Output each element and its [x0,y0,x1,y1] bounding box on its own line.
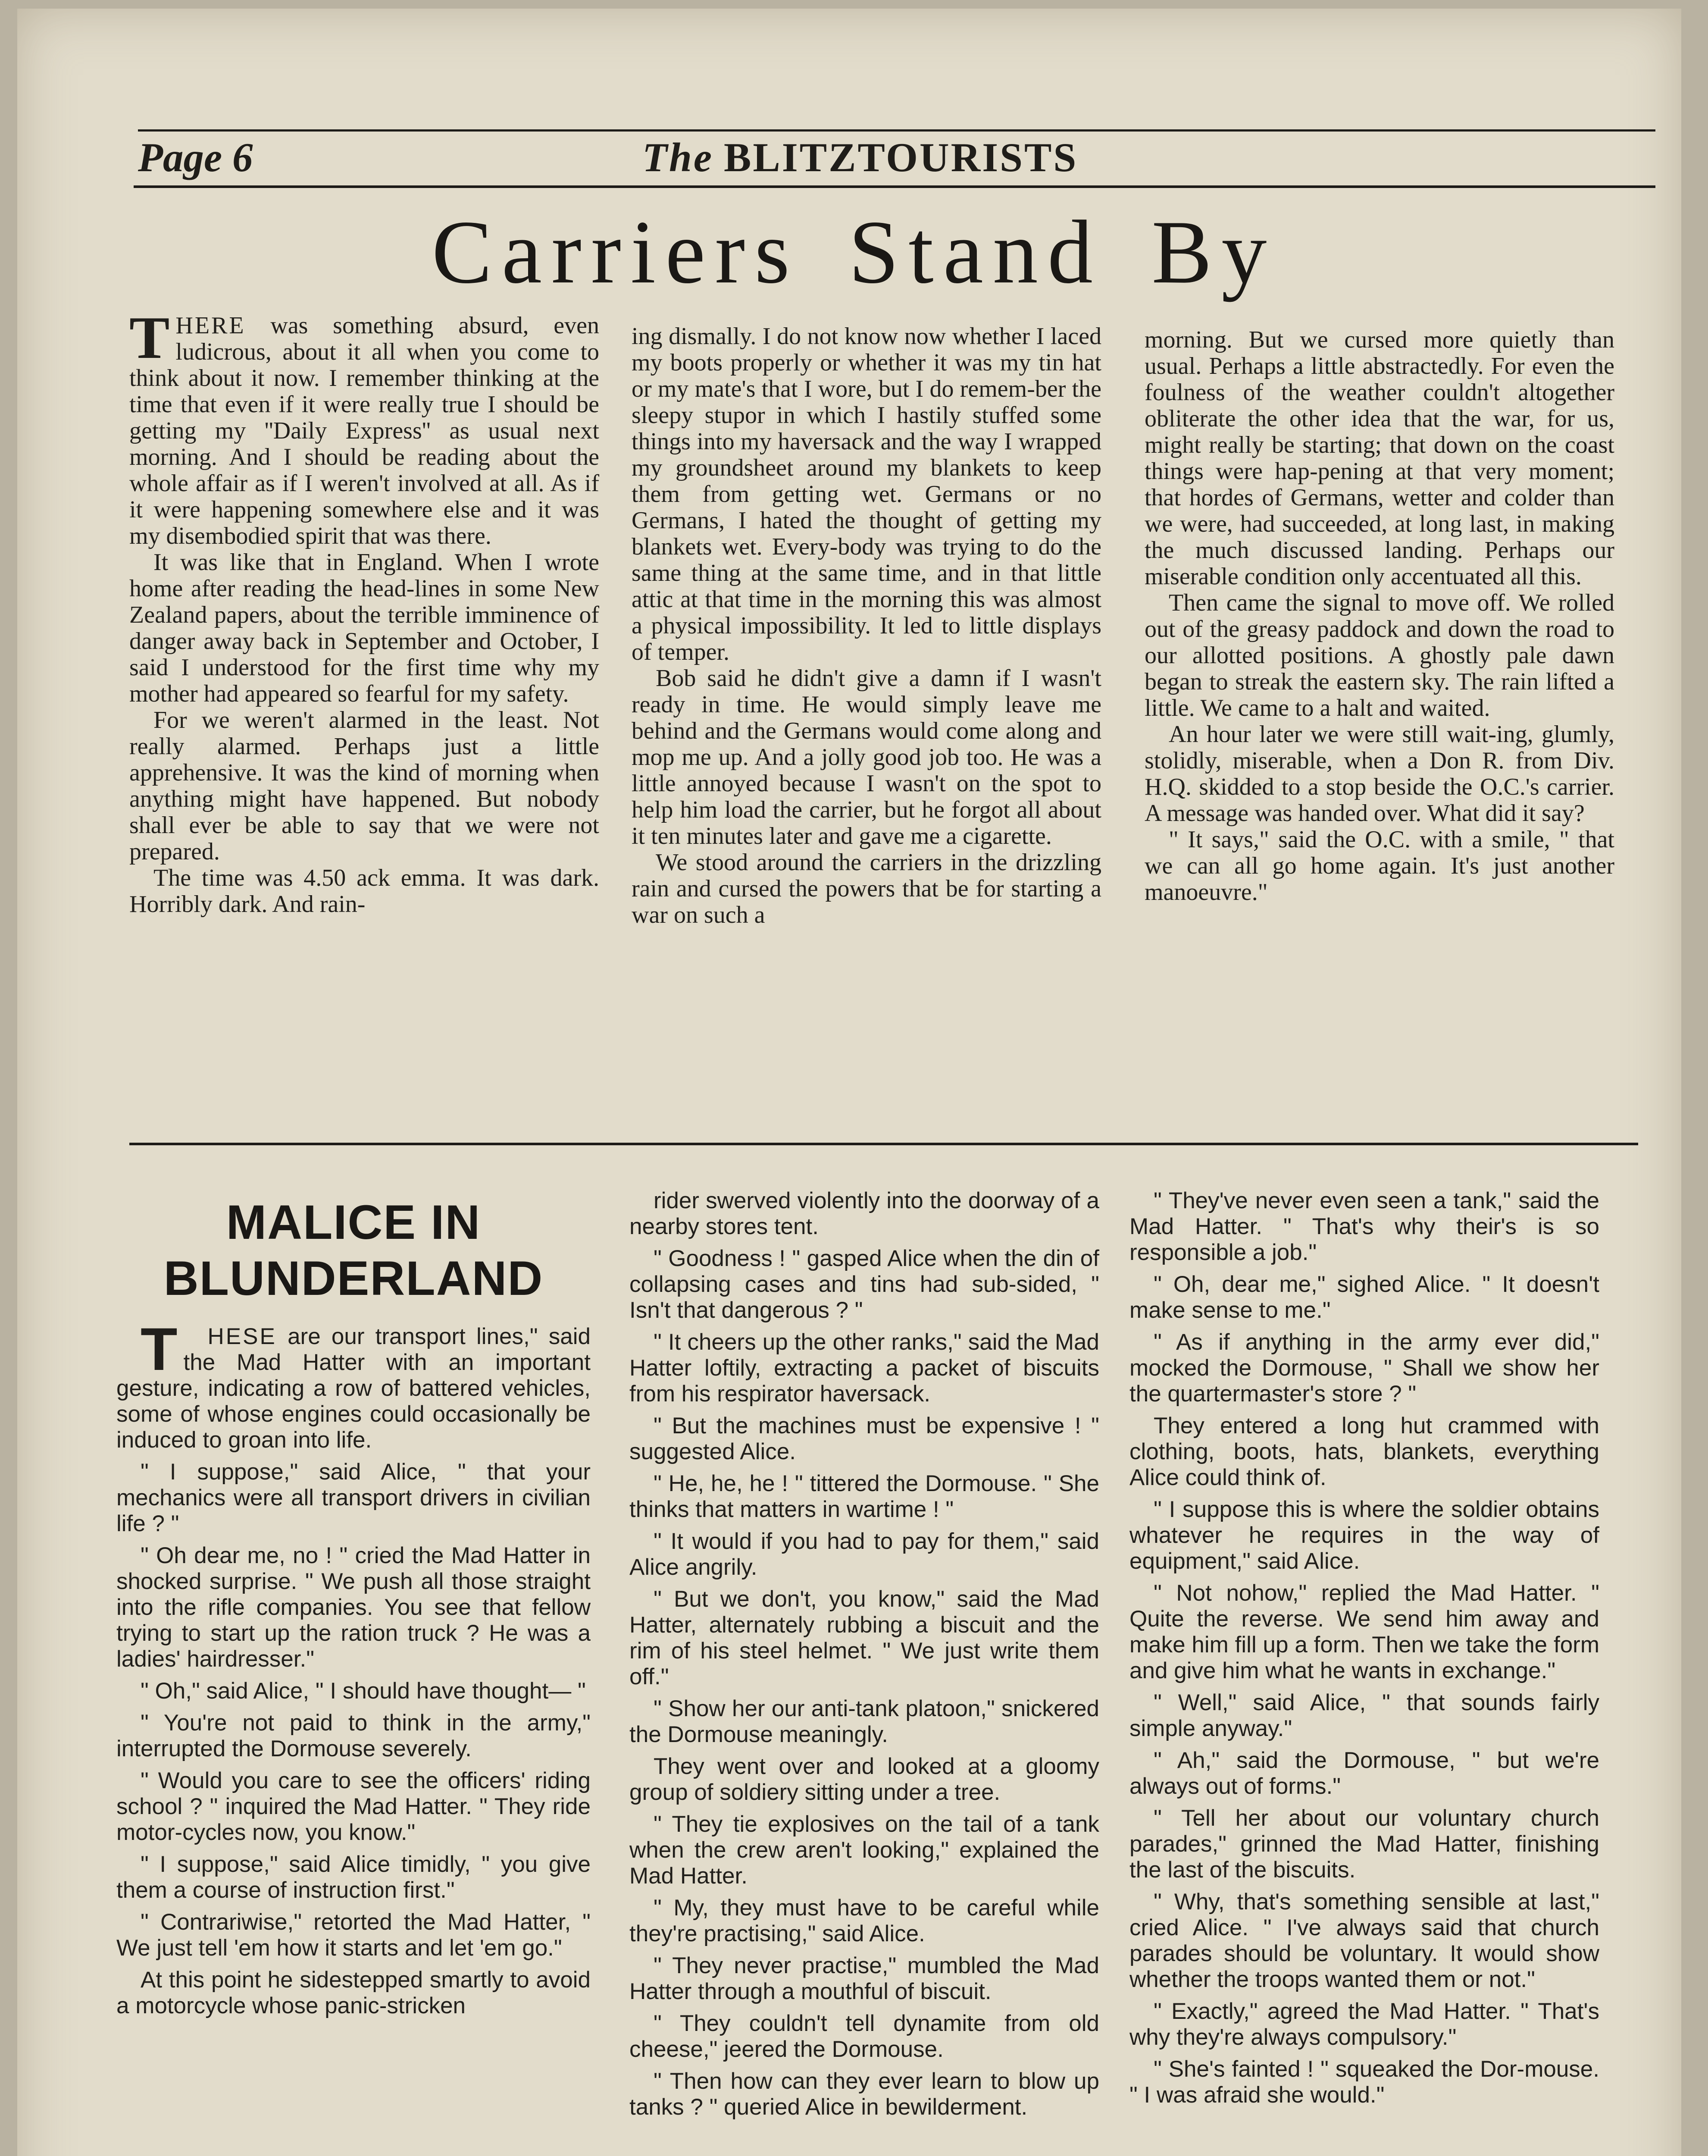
carriers-para: An hour later we were still wait-ing, glumly, stolidly, miserable, when a Don R. from Div. H.Q. skidded to a stop beside the O.C.'s carrier. A message was handed over. What did it say? [1145,721,1614,827]
malice-para: " Well," said Alice, " that sounds fairly simple anyway." [1129,1690,1599,1741]
carriers-para: The time was 4.50 ack emma. It was dark. Horribly dark. And rain- [129,865,599,918]
malice-para: " You're not paid to think in the army," interrupted the Dormouse severely. [116,1710,591,1761]
malice-para: " I suppose this is where the soldier obtains whatever he requires in the way of equipment," said Alice. [1129,1497,1599,1574]
carriers-column-1 [129,304,599,918]
malice-para: " They never practise," mumbled the Mad Hatter through a mouthful of biscuit. [629,1953,1099,2004]
malice-para: " They've never even seen a tank," said the Mad Hatter. " That's why their's is so responsible a job." [1129,1188,1599,1265]
malice-para: At this point he sidestepped smartly to avoid a motorcycle whose panic-stricken [116,1967,591,2018]
malice-para: " Oh, dear me," sighed Alice. " It doesn't make sense to me." [1129,1272,1599,1323]
malice-para: " Oh," said Alice, " I should have thought— " [141,1678,586,1704]
carriers-para [129,304,599,549]
malice-para: " They tie explosives on the tail of a tank when the crew aren't looking," explained the Mad Hatter. [629,1811,1099,1889]
malice-para: " But the machines must be expensive ! " suggested Alice. [629,1413,1099,1464]
malice-title-line-1: MALICE IN [226,1195,481,1249]
malice-para: " It cheers up the other ranks," said the Mad Hatter loftily, extracting a packet of biscuits from his respirator haversack. [629,1329,1099,1407]
masthead-name: BLITZTOURISTS [724,135,1078,180]
carriers-para: Bob said he didn't give a damn if I wasn't ready in time. He would simply leave me behind and the Germans would come along and mop me up. And a jolly good job too. He was a little annoyed because I wasn't on the spot to help him load the carrier, but he forgot all about it ten minutes later and gave me a cigarette. [632,665,1101,849]
malice-para [116,1315,591,1453]
carriers-column-2 [632,323,1101,928]
malice-para: " She's fainted ! " squeaked the Dor-mouse. " I was afraid she would." [1129,2056,1599,2108]
malice-para: " I suppose," said Alice timidly, " you give them a course of instruction first." [116,1852,591,1903]
carriers-para: " It says," said the O.C. with a smile, " that we can all go home again. It's just another manoeuvre." [1145,826,1614,906]
lead-word: HESE [207,1324,277,1349]
malice-para: " But we don't, you know," said the Mad Hatter, alternately rubbing a biscuit and the rim of his steel helmet. " We just write them off." [629,1586,1099,1689]
carriers-para: morning. But we cursed more quietly than usual. Perhaps a little abstractedly. For even the foulness of the weather couldn't altogether obliterate the other idea that the war, for us, might really be starting; that down on the coast things were hap-pening at that very moment; that hordes of Germans, wetter and colder than we were, had succeeded, at long last, in making the much discussed landing. Perhaps our miserable condition only accentuated all this. [1145,326,1614,590]
malice-para: " Then how can they ever learn to blow up tanks ? " queried Alice in bewilderment. [629,2068,1099,2120]
malice-para: " They couldn't tell dynamite from old cheese," jeered the Dormouse. [629,2011,1099,2062]
malice-para: " Contrariwise," retorted the Mad Hatter, " We just tell 'em how it starts and let 'em go." [116,1909,591,1961]
article-headline: Carriers Stand By [432,202,1276,302]
malice-para: " It would if you had to pay for them," said Alice angrily. [629,1529,1099,1580]
lead-word: HERE [175,312,246,339]
carriers-para: It was like that in England. When I wrote home after reading the head-lines in some New Zealand papers, about the terrible imminence of danger away back in September and October, I said I understood for the first time why my mother had appeared so fearful for my safety. [129,549,599,707]
drop-cap: T [129,304,170,371]
carriers-para: For we weren't alarmed in the least. Not really alarmed. Perhaps just a little apprehensive. It was the kind of morning when anything might have happened. But nobody shall ever be able to say that we were not prepared. [129,707,599,865]
section-divider [129,1143,1638,1145]
malice-para: " Goodness ! " gasped Alice when the din of collapsing cases and tins had sub-sided, " Isn't that dangerous ? " [629,1246,1099,1323]
malice-para: rider swerved violently into the doorway of a nearby stores tent. [629,1188,1099,1239]
malice-para: " Show her our anti-tank platoon," snickered the Dormouse meaningly. [629,1696,1099,1747]
malice-para: " Exactly," agreed the Mad Hatter. " That's why they're always compulsory." [1129,1999,1599,2050]
malice-para: They entered a long hut crammed with clothing, boots, hats, blankets, everything Alice could think of. [1129,1413,1599,1490]
malice-column-2 [629,1188,1099,2126]
malice-para: " Oh dear me, no ! " cried the Mad Hatter in shocked surprise. " We push all those straight into the rifle companies. You see that fellow trying to start up the ration truck ? He was a ladies' hairdresser." [116,1543,591,1672]
malice-title [116,1194,591,1307]
malice-para: " I suppose," said Alice, " that your mechanics were all transport drivers in civilian life ? " [116,1459,591,1536]
malice-para: " Would you care to see the officers' riding school ? " inquired the Mad Hatter. " They ride motor-cycles now, you know." [116,1768,591,1845]
para-text: was something absurd, even ludicrous, about it all when you come to think about it now. I remember thinking at the time that even if it were really true I should be getting my ''Daily Express'' as usual next morning. And I should be reading about the whole affair as if I weren't involved at all. As if it were happening somewhere else and it was my disembodied spirit that was there. [129,312,599,549]
malice-para: " He, he, he ! " tittered the Dormouse. " She thinks that matters in wartime ! " [629,1471,1099,1522]
malice-para: " My, they must have to be careful while they're practising," said Alice. [629,1895,1099,1946]
carriers-para: Then came the signal to move off. We rolled out of the greasy paddock and down the road to our allotted positions. A ghostly pale dawn began to streak the eastern sky. The rain lifted a little. We came to a halt and waited. [1145,589,1614,721]
page-number: Page 6 [138,135,253,180]
masthead-rule-top [138,129,1655,132]
malice-para: " Ah," said the Dormouse, " but we're always out of forms." [1129,1748,1599,1799]
carriers-para: We stood around the carriers in the drizzling rain and cursed the powers that be for starting a war on such a [632,849,1101,928]
malice-para: They went over and looked at a gloomy group of soldiery sitting under a tree. [629,1754,1099,1805]
malice-column-3 [1129,1188,1599,2114]
carriers-para: ing dismally. I do not know now whether I laced my boots properly or whether it was my tin hat or my mate's that I wore, but I do remem-ber the sleepy stupor in which I hastily stuffed some things into my haversack and the way I wrapped my groundsheet around my blankets to keep them from getting wet. Germans or no Germans, I hated the thought of getting my blankets wet. Every-body was trying to do the same thing at the same time, and in that little attic at that time in the morning this was almost a physical impossibility. It led to little displays of temper. [632,323,1101,665]
carriers-column-3 [1145,327,1614,906]
masthead-title [642,137,1078,178]
malice-para: " Not nohow," replied the Mad Hatter. " Quite the reverse. We send him away and make him fill up a form. Then we take the form and give him what he wants in exchange." [1129,1580,1599,1683]
drop-cap: T [141,1315,178,1383]
para-text: are our transport lines," said the Mad Hatter with an important gesture, indicating a row of battered vehicles, some of whose engines could occasionally be induced to groan into life. [116,1324,591,1453]
malice-para: " Tell her about our voluntary church parades," grinned the Mad Hatter, finishing the last of the biscuits. [1129,1805,1599,1883]
malice-para: " Why, that's something sensible at last," cried Alice. " I've always said that church parades should be voluntary. It would show whether the troops wanted them or not." [1129,1889,1599,1992]
malice-column-1 [116,1194,591,2025]
masthead-rule-bottom [134,185,1655,188]
malice-title-line-2: BLUNDERLAND [163,1251,544,1305]
malice-para: " As if anything in the army ever did," mocked the Dormouse, " Shall we show her the quartermaster's store ? " [1129,1329,1599,1407]
masthead-the: The [642,135,714,180]
